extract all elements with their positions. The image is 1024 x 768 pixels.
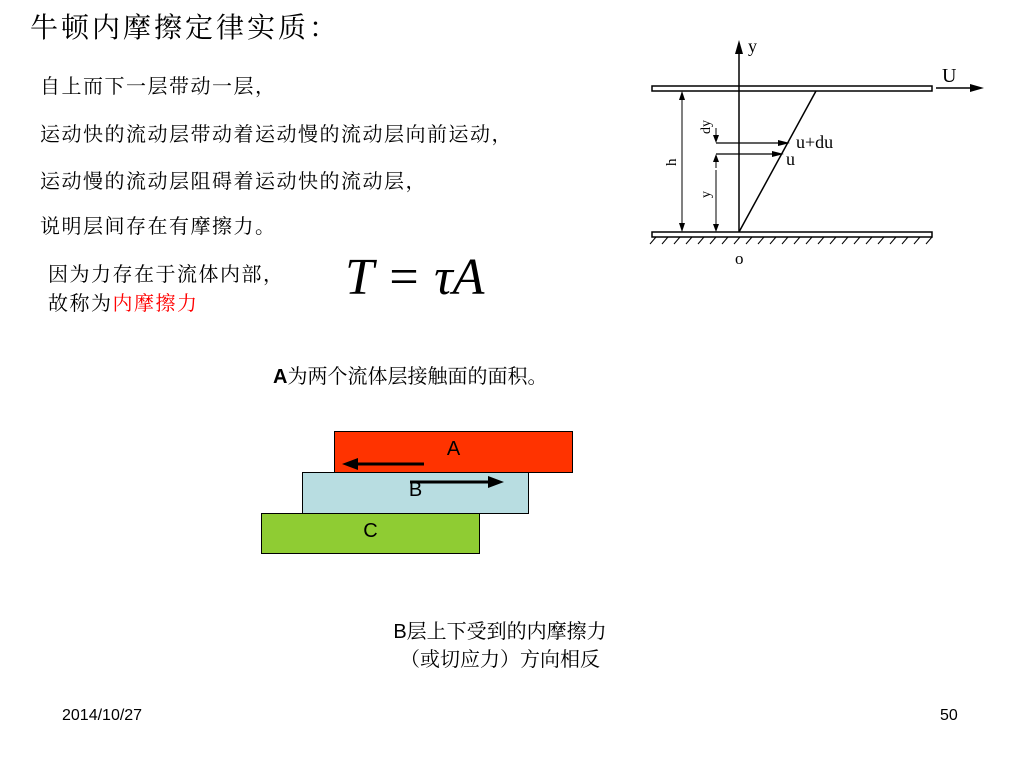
layer-a-label: A (446, 438, 461, 460)
layer-b-label: B (408, 479, 423, 501)
slide-title: 牛顿内摩擦定律实质： (30, 11, 341, 44)
direction-note-line-2: （或切应力）方向相反 (400, 649, 600, 671)
layer-c (261, 513, 480, 554)
y-axis-arrow-icon (735, 40, 743, 54)
text-line-2: 运动快的流动层带动着运动慢的流动层向前运动， (40, 122, 513, 146)
internal-prefix: 故称为 (48, 291, 113, 315)
direction-note-line-1: B层上下受到的内摩擦力 (393, 621, 607, 643)
text-line-3: 运动慢的流动层阻碍着运动快的流动层， (40, 169, 427, 193)
h-arrow-up-icon (679, 91, 685, 100)
velocity-profile-line (739, 91, 816, 232)
left-arrow-icon (342, 458, 358, 470)
text-line-1: 自上而下一层带动一层， (40, 74, 277, 98)
dy-label: dy (699, 120, 714, 134)
top-plate (652, 86, 932, 91)
dy-arrow-up-icon (713, 154, 719, 162)
velocity-profile-diagram (640, 30, 1000, 280)
internal-line-1: 因为力存在于流体内部， (48, 262, 285, 286)
area-caption-text: 为两个流体层接触面的面积。 (287, 366, 548, 388)
h-arrow-down-icon (679, 223, 685, 232)
internal-line-2 (48, 287, 199, 316)
y-dimension-label: y (699, 191, 714, 198)
dy-arrow-down-icon (713, 135, 719, 143)
u-label: u (786, 149, 795, 169)
ground-hatching (650, 237, 932, 244)
direction-note (350, 618, 650, 674)
u-plus-du-label: u+du (796, 132, 834, 152)
footer-date: 2014/10/27 (62, 707, 143, 724)
internal-friction-highlight: 内摩擦力 (112, 291, 199, 315)
friction-formula: T = τA (345, 249, 485, 306)
bottom-plate (652, 232, 932, 237)
top-velocity-label: U (942, 65, 957, 87)
text-line-4: 说明层间存在有摩擦力。 (40, 214, 277, 238)
friction-arrows (330, 450, 520, 495)
right-arrow-icon (488, 476, 504, 488)
layer-c-label: C (363, 520, 378, 542)
area-caption-symbol: A (273, 366, 288, 388)
top-velocity-arrow-icon (970, 84, 984, 92)
y-axis-label: y (748, 36, 757, 56)
page-number: 50 (940, 707, 958, 724)
origin-label: o (735, 249, 744, 268)
h-label: h (664, 158, 680, 166)
area-caption (273, 360, 547, 389)
y-dimension-arrow-icon (713, 224, 719, 232)
